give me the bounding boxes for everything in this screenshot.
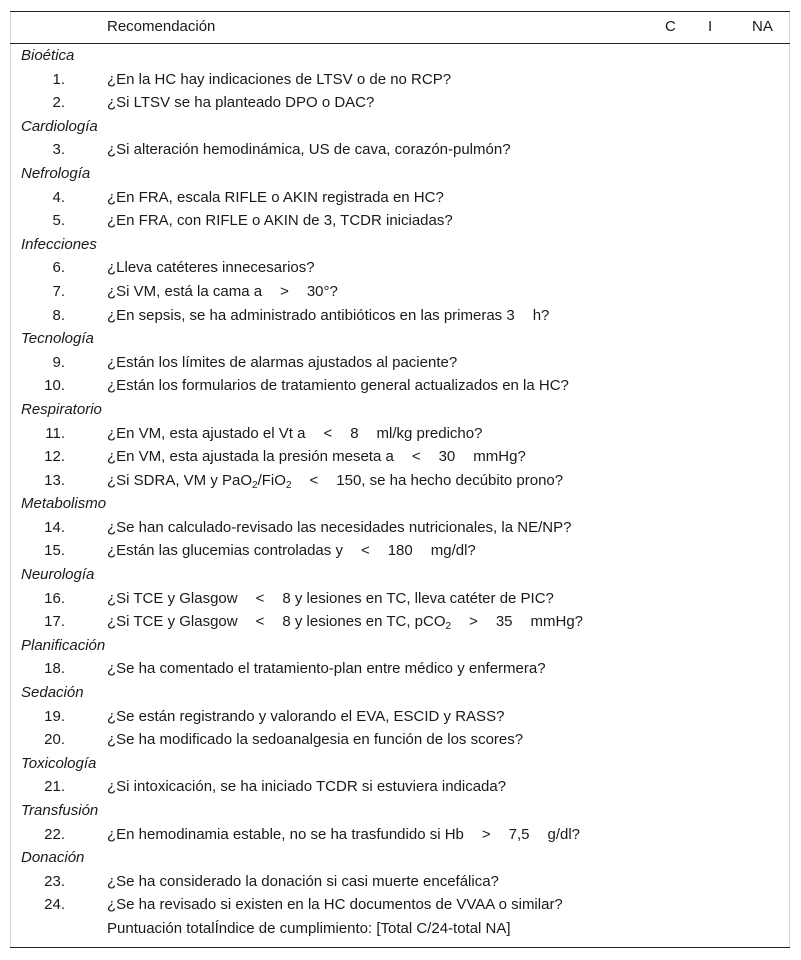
table-row bbox=[10, 280, 790, 304]
item-number: 24. bbox=[44, 896, 65, 914]
item-text: ¿Están los formularios de tratamiento general actualizados en la HC? bbox=[107, 377, 569, 395]
item-text: ¿Están los límites de alarmas ajustados al paciente? bbox=[107, 353, 458, 371]
category-row: Bioética bbox=[21, 47, 75, 64]
item-text: ¿Si TCE y Glasgow < 8 y lesiones en TC, lleva catéter de PIC? bbox=[107, 589, 554, 607]
category-row: Cardiología bbox=[21, 117, 98, 135]
item-text: ¿Si TCE y Glasgow < 8 y lesiones en TC, pCO$_2$ > 35 mmHg? bbox=[107, 613, 584, 633]
item-number: 14. bbox=[44, 518, 65, 536]
item-text: ¿Lleva catéteres innecesarios? bbox=[107, 259, 315, 277]
table-row bbox=[10, 516, 790, 540]
item-number: 16. bbox=[44, 589, 65, 607]
item-number: 22. bbox=[44, 825, 65, 843]
item-number: 10. bbox=[44, 377, 65, 395]
item-number: 7. bbox=[52, 282, 65, 300]
table-row bbox=[10, 351, 790, 375]
table-row bbox=[10, 138, 790, 162]
item-text: ¿Se están registrando y valorando el EVA, ESCID y RASS? bbox=[107, 707, 505, 725]
table-row bbox=[10, 422, 790, 446]
item-text: ¿En VM, esta ajustado el Vt a < 8 ml/kg predicho? bbox=[107, 424, 483, 442]
item-text: ¿Si intoxicación, se ha iniciado TCDR si estuviera indicada? bbox=[107, 778, 507, 796]
table-row bbox=[10, 186, 790, 210]
category-row: Donación bbox=[21, 849, 85, 867]
item-number: 17. bbox=[44, 613, 65, 631]
table-row bbox=[10, 256, 790, 280]
header-recommendation: Recomendación bbox=[107, 18, 216, 35]
table-row bbox=[10, 893, 790, 917]
item-text: ¿Se ha modificado la sedoanalgesia en función de los scores? bbox=[107, 731, 524, 749]
category-row: Respiratorio bbox=[21, 400, 102, 418]
footer-text: Puntuación totalÍndice de cumplimiento: [Total C/24-total NA] bbox=[107, 919, 511, 937]
table-row bbox=[10, 870, 790, 894]
item-text: ¿En sepsis, se ha administrado antibióticos en las primeras 3 h? bbox=[107, 306, 550, 324]
category-row: Infecciones bbox=[21, 235, 97, 253]
table-bottom-rule bbox=[10, 947, 790, 948]
item-number: 8. bbox=[52, 306, 65, 324]
table-row bbox=[10, 728, 790, 752]
item-text: ¿Si SDRA, VM y PaO$_2$/FiO$_2$ < 150, se ha hecho decúbito prono? bbox=[107, 471, 564, 491]
table-row bbox=[10, 209, 790, 233]
table-row bbox=[10, 68, 790, 92]
item-number: 1. bbox=[52, 70, 65, 88]
table-row bbox=[10, 587, 790, 611]
item-number: 12. bbox=[44, 448, 65, 466]
item-text: ¿En FRA, escala RIFLE o AKIN registrada en HC? bbox=[107, 188, 444, 206]
table-row bbox=[10, 469, 790, 493]
table-row bbox=[10, 91, 790, 115]
category-row: Toxicología bbox=[21, 754, 97, 772]
item-text: ¿Si LTSV se ha planteado DPO o DAC? bbox=[107, 94, 375, 112]
item-text: ¿Se ha considerado la donación si casi muerte encefálica? bbox=[107, 872, 499, 890]
footer-row bbox=[10, 917, 790, 941]
item-text: ¿Si VM, está la cama a > 30°? bbox=[107, 282, 338, 300]
item-number: 19. bbox=[44, 707, 65, 725]
table-row bbox=[10, 304, 790, 328]
category-row: Tecnología bbox=[21, 330, 94, 348]
category-row: Nefrología bbox=[21, 164, 91, 182]
table-row bbox=[10, 610, 790, 634]
header-c: C bbox=[665, 18, 676, 35]
table-row bbox=[10, 823, 790, 847]
item-number: 15. bbox=[44, 542, 65, 560]
table-row bbox=[10, 374, 790, 398]
table-row bbox=[10, 539, 790, 563]
item-text: ¿Si alteración hemodinámica, US de cava, corazón-pulmón? bbox=[107, 141, 511, 159]
category-row: Transfusión bbox=[21, 802, 99, 819]
item-text: ¿En hemodinamia estable, no se ha trasfundido si Hb > 7,5 g/dl? bbox=[107, 825, 581, 843]
item-text: ¿En la HC hay indicaciones de LTSV o de no RCP? bbox=[107, 70, 452, 88]
item-number: 13. bbox=[44, 471, 65, 489]
category-row: Metabolismo bbox=[21, 495, 107, 513]
item-number: 6. bbox=[52, 259, 65, 277]
table-row bbox=[10, 775, 790, 799]
item-number: 2. bbox=[52, 94, 65, 112]
table-row bbox=[10, 705, 790, 729]
table-body bbox=[10, 44, 790, 941]
table-header bbox=[10, 11, 790, 43]
item-number: 4. bbox=[52, 188, 65, 206]
item-number: 21. bbox=[44, 778, 65, 796]
item-number: 11. bbox=[45, 424, 65, 442]
item-text: ¿En VM, esta ajustada la presión meseta a < 30 mmHg? bbox=[107, 448, 526, 466]
category-row: Planificación bbox=[21, 636, 106, 654]
item-text: ¿Se ha comentado el tratamiento-plan entre médico y enfermera? bbox=[107, 660, 546, 678]
item-text: ¿En FRA, con RIFLE o AKIN de 3, TCDR iniciadas? bbox=[107, 212, 453, 230]
item-number: 18. bbox=[44, 660, 65, 678]
item-number: 9. bbox=[52, 353, 65, 371]
item-text: ¿Están las glucemias controladas y < 180 mg/dl? bbox=[107, 542, 476, 560]
category-row: Sedación bbox=[21, 684, 84, 702]
item-number: 20. bbox=[44, 731, 65, 749]
item-text: ¿Se ha revisado si existen en la HC documentos de VVAA o similar? bbox=[107, 896, 563, 914]
item-number: 3. bbox=[52, 141, 65, 159]
category-row: Neurología bbox=[21, 566, 95, 584]
item-number: 5. bbox=[52, 212, 65, 230]
table-row bbox=[10, 657, 790, 681]
table-row bbox=[10, 445, 790, 469]
item-number: 23. bbox=[44, 872, 65, 890]
header-na: NA bbox=[752, 18, 773, 35]
header-i: I bbox=[708, 18, 713, 35]
item-text: ¿Se han calculado-revisado las necesidades nutricionales, la NE/NP? bbox=[107, 518, 572, 536]
